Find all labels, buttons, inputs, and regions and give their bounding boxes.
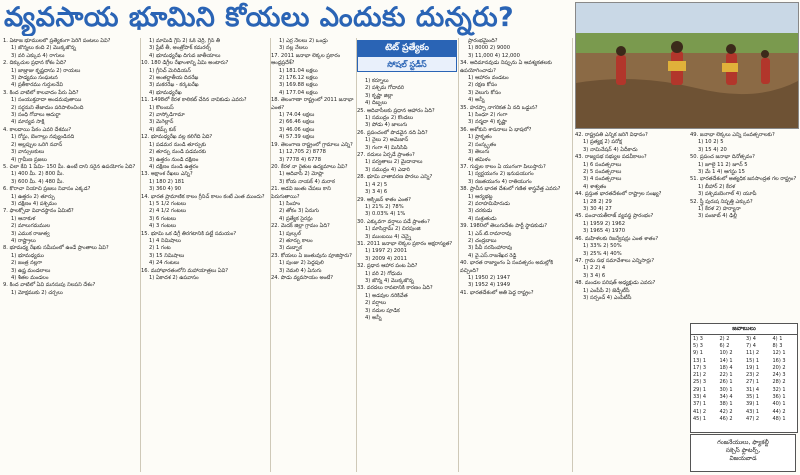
answer-option: 3) వరి ఎక్కువ 4) రాగులు <box>11 52 65 59</box>
answer-cell: 39) 1 <box>746 401 760 408</box>
answer-cell: 13) 1 <box>693 357 707 364</box>
answer-option: 1) పుంజు 2) పెద్దపులి <box>279 260 324 267</box>
answer-row <box>691 364 797 371</box>
answer-cell: 25) 3 <box>693 379 707 386</box>
answer-option: 1) బీహార్ 2) కేరళ <box>698 183 736 190</box>
answer-cell: 8) 3 <box>772 342 783 349</box>
question-text: 48. మండల పరిషత్ అధ్యక్షుడు ఎవరు? <box>575 280 656 287</box>
answer-option: 4) జేమ్స్ కుక్ <box>149 126 176 133</box>
question-text: 47. గ్రామ సభ సమావేశాలు ఎన్నిసార్లు? <box>575 257 655 264</box>
answer-option: 2) వాస్కోడిగామా <box>149 112 185 119</box>
answer-cell: 1) 3 <box>693 335 703 342</box>
question-text: 4. కాలదాయి పేఠం ఎవరి దేశము? <box>3 126 72 133</box>
answer-option: 3) 11,000 4) 12,000 <box>468 52 520 59</box>
answer-option: 4) మాన్యవ సాక్షి <box>11 119 45 126</box>
question-text: 31. 2011 జనాభా లెక్కల ప్రకారం అక్షరాస్యత? <box>357 240 453 247</box>
answer-option: 3) పంజాబ్ 4) ఢిల్లీ <box>698 213 737 220</box>
badge-title: టెట్ ప్రత్యేకం <box>357 40 457 56</box>
answer-cell: 15) 1 <box>746 357 760 364</box>
answer-option: 3) 1965 4) 1970 <box>583 228 625 235</box>
answer-option: 1) గ్రీనిచ్ మెరిడియన్ <box>149 67 191 74</box>
farm-photo-illustration <box>576 3 798 128</box>
answer-option: 4) శాశ్వతం <box>583 183 607 190</box>
answer-option: 2) చంద్రబాబు <box>468 237 497 244</box>
answer-option: 1) సింధూ 2) గంగా <box>468 112 508 119</box>
question-text: 25. ఆదివాసీలకు ప్రధాన ఆహారం ఏది? <box>357 107 435 114</box>
answer-option: 4) అన్నీ <box>365 315 382 321</box>
answer-option: 3) 3 4) 6 <box>365 189 388 196</box>
answer-option: 2) వర్షాలు <box>365 300 386 307</box>
question-text: 29. ఆక్సిజన్ శాతం ఎంత? <box>357 196 411 203</box>
answer-row <box>691 408 797 415</box>
answer-option: 1) జాజ్రాజు కృష్ణదాసు 2) రాయలు <box>11 67 81 74</box>
answer-option: 1) జొన్నలు కంది 2) మొక్కజొన్న <box>11 45 76 52</box>
question-column-4 <box>357 78 457 472</box>
answer-option: 2) పశ్చిమ గోదావరి <box>365 85 404 92</box>
answer-cell: 6) 2 <box>719 342 730 349</box>
answer-cell: 33) 4 <box>693 394 707 401</box>
answer-option: 1) 28 2) 29 <box>583 198 612 205</box>
answer-option: 1) ప్రత్యక్ష 2) పరోక్ష <box>583 139 622 146</box>
answer-option: 3) ప్రేటీ తీ, అంత్రోపాక్ కమరల్స్ <box>149 45 212 52</box>
question-text: 44. ప్రస్తుత భారతదేశంలో రాష్ట్రాల సంఖ్య? <box>575 191 662 198</box>
answer-cell: 38) 1 <box>719 401 733 408</box>
answer-option: 3) మకరరేఖ - కర్కటరేఖ <box>149 82 199 89</box>
answer-option: 3) పాడ్యము సంఘటన <box>11 75 58 82</box>
answer-option: 4) 3 గంటలు <box>149 223 177 230</box>
answer-option: 1) ఉత్తరం 2) తూర్పు <box>11 193 55 200</box>
answer-cell: 5) 3 <box>693 342 703 349</box>
answer-option: 1) రోస్టు, బెంగాల్లు నవ్యుండినది <box>11 134 75 141</box>
question-column-6 <box>575 132 685 472</box>
question-column-5 <box>460 38 570 472</box>
answer-key-box <box>690 323 798 433</box>
answer-option: 1) 5 1/2 గంటలు <box>149 200 187 207</box>
answer-option: 1) సింహం <box>279 200 301 207</box>
answer-option: 4) భూమధ్యరేఖ దిగువ జాతీయాలు <box>149 52 221 59</box>
answer-cell: 31) 4 <box>746 386 760 393</box>
question-text: 11. 1498లో కేరళ కాలికట్ చేరిన నావికుడు ఎవరు? <box>141 97 247 104</box>
answer-option: 3) పీవీ నరసింహారావు <box>468 245 513 252</box>
answer-option: 4) శీతల మండలం <box>11 275 49 281</box>
answer-option: 3) నల్ల నేలలు <box>279 45 308 52</box>
answer-option: 3) సర్పంచ్ 4) ఎంపీటీసీ <box>583 294 632 301</box>
question-text: 30. ఎక్కువగా వర్షాలు పడే ప్రాంతం? <box>357 218 430 225</box>
answer-option: 3) నెమలి 4) ఏనుగు <box>279 267 322 274</box>
answer-row <box>691 350 797 357</box>
answer-option: 1) కొలంబస్ <box>149 104 174 111</box>
answer-option: 1) 6 సంవత్సరాలు <box>583 161 622 168</box>
section-badge <box>357 40 457 74</box>
question-text: 38. ప్రాచీన భారత దేశంలో గణిత శాస్త్రవేత్త ఎవరు? <box>460 186 561 193</box>
answer-cell: 18) 4 <box>719 364 733 371</box>
question-text: 39. 1980లో తెలుగుదేశం పార్టీ స్థాపకుడు? <box>460 223 548 230</box>
answer-option: 1) కర్నూలు <box>365 78 389 84</box>
answer-cell: 22) 1 <box>719 372 733 379</box>
question-text: 34. ఆదిమానవుడు నిప్పును ఏ ఆవశ్యకతలకు ఉపయోగించాడు? <box>460 60 552 74</box>
answer-cell: 12) 1 <box>772 350 786 357</box>
answer-option: 1) 10 2) 5 <box>698 139 724 146</box>
answer-option: 1) 1959 2) 1962 <box>583 220 625 227</box>
answer-row <box>691 386 797 393</box>
question-text: 20. కేరళ నా రైతుల ఉద్యమాలు ఏవి? <box>271 163 348 170</box>
answer-option: 3) సంధి గోవాలు ఆదుర్దా <box>11 112 61 119</box>
author-org: సక్సెస్ ఫ్లాటర్స్, <box>725 447 761 454</box>
answer-option: 1) సముద్రం 2) కొండలు <box>365 115 414 122</box>
answer-option: 3) ఉష్ణ మండలాలు <box>11 267 51 274</box>
answer-option: 3) 600 మీ. 4) 480 మీ. <box>11 178 64 185</box>
answer-option: 3) పోడు 4) జాలుగు <box>365 122 408 129</box>
question-text: 35. హరప్పా నాగరికత ఏ నది ఒడ్డున? <box>460 104 538 111</box>
answer-option: 2) జంత్ర నల్లగా <box>11 260 43 267</box>
answer-option: 4) ప్రతీకారము గుర్తులనేవి <box>11 82 63 89</box>
question-text: 22. మెదక్ జిల్లా గ్రామం ఏది? <box>271 223 330 230</box>
question-text: 32. ప్రధాన ఆహార పంట ఏది? <box>357 263 418 270</box>
answer-option: 1) 74.04 లక్షలు <box>279 112 315 119</box>
answer-cell: 20) 2 <box>772 364 786 371</box>
answer-cell: 9) 1 <box>693 350 703 357</box>
answer-option: 2) మాలుగమముల <box>11 223 51 230</box>
answer-option: 3) వెలుగు కోసం <box>468 89 501 96</box>
answer-option: ప్రారంభమైంది? <box>468 38 498 44</box>
question-text: 3. కింద వాటిలో కాలవాదం పేరు ఏది? <box>3 89 79 96</box>
answer-option: 4) 24 గంటలు <box>149 260 180 267</box>
question-text: 41. భారతదేశంలో అతి పెద్ద రాష్ట్రం? <box>460 289 534 296</box>
question-text: 17. 2011 జనాభా లెక్కల ప్రకారం ఆంధ్రప్రదేశ్? <box>271 52 341 67</box>
answer-row <box>691 379 797 386</box>
answer-option: 2) 176.12 లక్షలు <box>279 75 318 82</box>
answer-option: 1) పర్వతాలు 2) మైదానాలు <box>365 159 423 166</box>
question-text: 40. భారత రాజ్యాంగం ఏ సంవత్సరం అమల్లోకి వచ్చింది? <box>460 260 554 274</box>
answer-option: 1) కేరళ 2) హర్యానా <box>698 206 741 213</box>
answer-option: 4) సుశ్రుతుడు <box>468 215 497 222</box>
answer-option: 3) ముంబయి 4) చెన్నై <box>365 233 412 240</box>
answer-option: 2) తోకం 3) ఏనుగు <box>279 208 319 215</box>
answer-option: 3) నర్మదా 4) కృష్ణా <box>468 119 507 126</box>
answer-option: 3) 7778 4) 6778 <box>279 156 321 163</box>
question-text: 16. మహాభారతంలోని మహాయాత్రలు ఏవి? <box>141 267 229 274</box>
answer-option: 1) 33% 2) 50% <box>583 243 622 250</box>
answer-row <box>691 342 797 349</box>
answer-option: 1) 1997 2) 2001 <box>365 248 407 255</box>
page-headline: వ్యవసాయ భూమిని కోయలు ఎందుకు దున్నరు? <box>4 2 515 33</box>
answer-row <box>691 401 797 408</box>
answer-option: 2) అల్లప్పుల ఒరిగి నవాన్ <box>11 141 63 148</box>
answer-option: 3) రజతయుగం 4) రాతియుగం <box>468 178 532 185</box>
answer-cell: 4) 1 <box>772 335 783 342</box>
answer-row <box>691 335 797 342</box>
answer-option: 3) వాన్సులకులు <box>11 149 45 156</box>
answer-cell: 16) 3 <box>772 357 786 364</box>
answer-option: 3) 360 4) 90 <box>149 186 182 193</box>
question-text: 23. కోయలు ఏ జంతువును పూజిస్తారు? <box>271 252 352 259</box>
question-text: 13. అక్షాంశ రేఖలు ఎన్ని? <box>141 171 193 178</box>
answer-option: 1) ఏకాదశ 2) ఉపవాసం <box>149 275 199 281</box>
author-credit <box>690 434 796 472</box>
question-text: 5. చిలా కేవి 1 పేమి- 150 మీ. ఉంటే దాని సరైన ఉపయోగం ఏది? <box>3 163 136 170</box>
answer-row <box>691 357 797 364</box>
answer-option: 3) 169.88 లక్షలు <box>279 82 318 89</box>
author-city: విజయవాడ <box>729 455 757 462</box>
question-text: 10. 180 డిగ్రీల రేఖాంశాన్ని ఏమి అంటారు? <box>141 60 229 67</box>
answer-option: 3) కృష్ణా జిల్లా <box>365 92 393 99</box>
answer-option: 3) తెలుగు <box>468 149 490 156</box>
answer-cell: 11) 2 <box>746 350 760 357</box>
answer-option: 3) 15 నిమిషాలు <box>149 252 185 259</box>
answer-option: 3) ఎముక రాజుత్వ <box>11 230 50 237</box>
answer-option: 3) 0.03% 4) 1% <box>365 211 406 218</box>
answer-option: 1) 4 నిమిషాలు <box>149 237 181 244</box>
answer-option: 3) కోయ నాయక్ 4) మరాఠ <box>279 178 335 185</box>
answer-cell: 3) 4 <box>746 335 756 342</box>
answer-cell: 14) 1 <box>719 357 733 364</box>
answer-option: 1) అడవుల నరికివేత <box>365 292 408 299</box>
answer-cell: 17) 3 <box>693 364 707 371</box>
answer-option: 2) రక్షణ కోసం <box>468 82 497 89</box>
author-name: గంజనేయులు, ఫ్యాకల్టీ <box>717 439 769 446</box>
question-text: 46. మహిళలకు రిజర్వేషన్లు ఎంత శాతం? <box>575 235 659 242</box>
question-text: 24. పొడు వ్యవసాయం అంటే? <box>271 275 333 281</box>
answer-option: 2) సర్ధనుని తేజాదుం పరిపాలించింది <box>11 104 84 111</box>
answer-option: 3) మెగెల్లాన్ <box>149 119 174 126</box>
answer-cell: 46) 2 <box>719 415 733 422</box>
question-text: 49. జనాభా లెక్కలు ఎన్ని సంవత్సరాలకు? <box>690 132 775 138</box>
answer-option: 1) పుల్కల్ <box>279 230 301 237</box>
answer-option: 1) వరి 2) గోధుమ <box>365 270 403 277</box>
answer-cell: 48) 1 <box>772 415 786 422</box>
question-text: 7. ఫాలక్సోడా వివాదస్థానం ఏమిటి? <box>3 208 74 215</box>
answer-option: 3) 1952 4) 1949 <box>468 282 510 289</box>
answer-cell: 47) 2 <box>746 415 760 422</box>
answer-option: 1) పడమర నుండి తూర్పుకు <box>149 141 207 148</box>
answer-option: 4) గ్రామీణ ప్రజలు <box>11 156 47 163</box>
answer-option: 1) ఆర్యభట్ట <box>468 193 493 200</box>
answer-cell: 36) 1 <box>772 394 786 401</box>
answer-option: 4) 57.39 లక్షలు <box>279 134 315 141</box>
question-text: 33. వరదలు రావటానికి కారణం ఏది? <box>357 285 433 292</box>
answer-option: 1) ఆహారం వండటం <box>468 75 509 82</box>
answer-option: 2) 66.46 లక్షలు <box>279 119 315 126</box>
question-column-3 <box>271 38 355 472</box>
question-text: 12. భూమధ్యరేఖ వల్ల కలిగేది ఏది? <box>141 134 213 141</box>
answer-option: 3) 2009 4) 2011 <box>365 255 407 262</box>
answer-option: 3) గంగా 4) మిసిసిపి <box>365 144 408 151</box>
answer-option: 1) 181.04 లక్షలు <box>279 67 318 74</box>
answer-option: 3) చరకుడు <box>468 208 493 215</box>
answer-row <box>691 393 797 400</box>
answer-cell: 24) 3 <box>772 372 786 379</box>
answer-cell: 40) 1 <box>772 401 786 408</box>
answer-option: 1) నైలు 2) అమెజాన్ <box>365 137 409 144</box>
answer-option: 1) మోక్షముకు 2) చర్చలు <box>11 289 63 296</box>
answer-cell: 37) 1 <box>693 401 707 408</box>
question-text: 18. తెలంగాణా రాష్ట్రంలో 2011 జనాభా ఎంత? <box>271 97 354 111</box>
answer-option: 3) 30 4) 27 <box>583 206 612 213</box>
question-text: 52. స్త్రీ పురుష నిష్పత్తి ఎక్కువ? <box>690 198 753 205</box>
answer-option: 2) 1 గంట <box>149 245 171 252</box>
question-text: 28. భూమి వాతావరణ పొరలు ఎన్ని? <box>357 174 433 181</box>
answer-option: 1) ఎన్.టి.రామారావు <box>468 230 512 237</box>
answer-option: 1) 4 2) 5 <box>365 181 388 188</box>
answer-option: 3) నామినేషన్ 4) ఏదీకాదు <box>583 146 638 153</box>
answer-option: 1) 400 మీ. 2) 800 మీ. <box>11 171 64 178</box>
answer-cell: 19) 1 <box>746 364 760 371</box>
answer-option: 1) 8000 2) 9000 <box>468 45 510 52</box>
answer-option: 1) భూమధ్యము <box>11 252 44 259</box>
answer-cell: 29) 1 <box>693 386 707 393</box>
question-text: 42. రాష్ట్రపతి ఎన్నిక జరిగే విధానం? <box>575 132 648 138</box>
answer-option: 2) 5 సంవత్సరాలు <box>583 169 622 176</box>
question-column-2 <box>141 38 269 472</box>
answer-option: 1) సంయుక్తవాదా అందమవుతాయి <box>11 97 82 104</box>
answer-option: 3) దక్షిణం 4) పశ్చిమం <box>11 200 57 207</box>
answer-option: 2) తూర్పు నుండి పడమరకు <box>149 149 207 156</box>
question-text: 43. రాజ్యసభ సభ్యుల పదవీకాలం? <box>575 154 647 161</box>
answer-cell: 42) 2 <box>719 408 733 415</box>
answer-cell: 34) 4 <box>719 394 733 401</box>
answer-option: 4) దిబ్బలు <box>365 100 387 107</box>
answer-option: 4) భూమధ్యరేఖ <box>149 89 182 96</box>
answer-option: 3) 46.06 లక్షలు <box>279 126 315 133</box>
answer-option: 4) వై.ఎస్.రాజశేఖర రెడ్డి <box>468 252 517 259</box>
answer-option: 1) 21% 2) 78% <box>365 203 404 210</box>
question-text: 8. భూమధ్య రేఖకు సమీపంలో ఉండే ప్రాంతాలు ఏవి? <box>3 245 109 252</box>
answer-cell: 30) 1 <box>719 386 733 393</box>
answer-option: 2) వరాహమిహిరుడు <box>468 200 510 207</box>
answer-cell: 10) 2 <box>719 350 733 357</box>
answer-option: 2) తూర్పు కాలం <box>279 237 313 244</box>
answer-option: 4) రాష్ట్రాలు <box>11 237 36 244</box>
answer-option: 3) మే 1 4) ఆగస్టు 15 <box>698 169 745 176</box>
answer-option: 1) 2 2) 4 <box>583 265 606 272</box>
answer-option: 4) తమిళం <box>468 156 491 163</box>
answer-option: 3) దుబ్బాక <box>279 245 302 252</box>
question-text: 51. భారతదేశంలో అత్యధిక జనసాంద్రత గల రాష్ట్రం? <box>690 176 797 183</box>
answer-option: 1) 12,705 2) 8778 <box>279 149 326 156</box>
question-text: 45. పంచాయతీరాజ్ వ్యవస్థ ప్రారంభం? <box>575 213 654 220</box>
answer-row <box>691 371 797 378</box>
answer-option: 1) ఎర్ర నేలలు 2) ఒండ్రు <box>279 38 328 44</box>
answer-key-title: జవాబులు <box>691 324 797 335</box>
answer-option: 3) పశ్చిమబెంగాల్ 4) యూపీ <box>698 191 757 198</box>
answer-cell: 23) 2 <box>746 372 760 379</box>
answer-option: 4) ప్రత్యేక సైరన్లు <box>279 215 313 222</box>
answer-cell: 28) 2 <box>772 379 786 386</box>
answer-option: 1) ప్రాకృతం <box>468 134 492 141</box>
answer-option: 3) 25% 4) 40% <box>583 250 622 257</box>
question-text: 15. భూమి ఒక డిగ్రీ తిరగటానికి పట్టే సమయం? <box>141 230 237 237</box>
answer-option: 3) నదుల పూడిక <box>365 307 400 314</box>
answer-option: 1) జూలై 11 2) జూన్ 5 <box>698 161 748 168</box>
answer-option: 4) అన్నీ <box>468 97 485 104</box>
question-text: 9. కింద వాటిలో ఏవి మనసుపు నిలపని దేశం? <box>3 282 96 289</box>
answer-option: 1) 1950 2) 1947 <box>468 275 510 281</box>
answer-cell: 43) 1 <box>746 408 760 415</box>
answer-option: 1) ఆనాకుళ <box>11 215 36 222</box>
answer-option: 1) మాసిన్రామ్ 2) చిరపుంజి <box>365 226 421 233</box>
answer-option: 3) 4 సంవత్సరాలు <box>583 176 622 183</box>
answer-cell: 41) 2 <box>693 408 707 415</box>
answer-cell: 44) 2 <box>772 408 786 415</box>
answer-option: 2) 4 1/2 గంటలు <box>149 208 187 215</box>
question-text: 6. కొరాచా నియాచి ప్రజలు నివాసం ఎక్కడ? <box>3 186 91 193</box>
answer-option: 1) ఎంపీపీ 2) జెడ్పీటీసీ <box>583 287 630 294</box>
question-text: 26. ప్రపంచంలో పొడవైన నది ఏది? <box>357 129 428 136</box>
badge-subtitle: సోషల్ స్టడీస్ <box>357 56 457 72</box>
question-column-7 <box>690 132 798 322</box>
answer-cell: 21) 2 <box>693 372 707 379</box>
answer-option: 2) సంస్కృతం <box>468 141 497 148</box>
answer-option: 4) 177.04 లక్షలు <box>279 89 318 96</box>
answer-option: 3) ఉత్తరం నుండి దక్షిణం <box>149 156 199 163</box>
answer-cell: 7) 4 <box>746 342 756 349</box>
question-text: 1. ఏటాజ భూములలో ప్రత్యేకంగా పెరిగే పంటలు ఏవి? <box>3 38 111 44</box>
answer-option: 1) 180 2) 181 <box>149 178 185 185</box>
answer-key-table <box>691 335 797 423</box>
answer-cell: 26) 1 <box>719 379 733 386</box>
answer-option: 3) 6 గంటలు <box>149 215 177 222</box>
answer-row <box>691 415 797 422</box>
answer-option: 4) దక్షిణం నుండి ఉత్తరం <box>149 163 199 170</box>
answer-option: 3) 3 4) 6 <box>583 272 606 279</box>
question-text: 50. ప్రపంచ జనాభా దినోత్సవం? <box>690 154 755 161</box>
question-text: 19. తెలంగాణ రాష్ట్రంలో గ్రామాలు ఎన్ని? <box>271 141 353 148</box>
answer-option: 1) మామిడి గ్రేస్ 2) ఓక్ చెర్రీ, గ్రీన్ తీ <box>149 38 221 44</box>
answer-option: 1) స్వర్ణయుగం 2) ఇనుపయుగం <box>468 171 534 178</box>
answer-option: 2) అంతర్జాతీయ దినరేఖ <box>149 75 199 82</box>
question-text: 37. గుప్తుల కాలం ఏ యుగంగా పిలుస్తారు? <box>460 163 546 170</box>
answer-cell: 35) 1 <box>746 394 760 401</box>
answer-cell: 32) 1 <box>772 386 786 393</box>
answer-option: 1) ఆదివాసీ 2) మోప్లా <box>279 171 324 178</box>
question-column-1 <box>3 38 139 472</box>
farm-photo <box>575 2 799 129</box>
answer-option: 3) 15 4) 20 <box>698 146 727 153</box>
answer-cell: 2) 2 <box>719 335 730 342</box>
question-text: 14. భారత ప్రామాణిక కాలం గ్రీనిచ్ కాలం కంటే ఎంత ముందు? <box>141 193 265 200</box>
question-text: 2. దిక్కుచుల ప్రధాన కోశం ఏది? <box>3 60 67 67</box>
answer-cell: 27) 1 <box>746 379 760 386</box>
question-text: 21. అడవి జంతు చేపలు కాని పెరుగుతాయి? <box>271 186 331 200</box>
question-text: 36. అశోకుని శాసనాలు ఏ భాషలో? <box>460 126 532 133</box>
answer-cell: 45) 1 <box>693 415 707 422</box>
question-text: 27. నదులు ఏర్పడే ప్రాంతం? <box>357 152 415 159</box>
answer-option: 3) సముద్రం 4) ఎడారి <box>365 166 410 173</box>
answer-option: 3) జొన్న 4) మొక్కజొన్న <box>365 277 414 284</box>
